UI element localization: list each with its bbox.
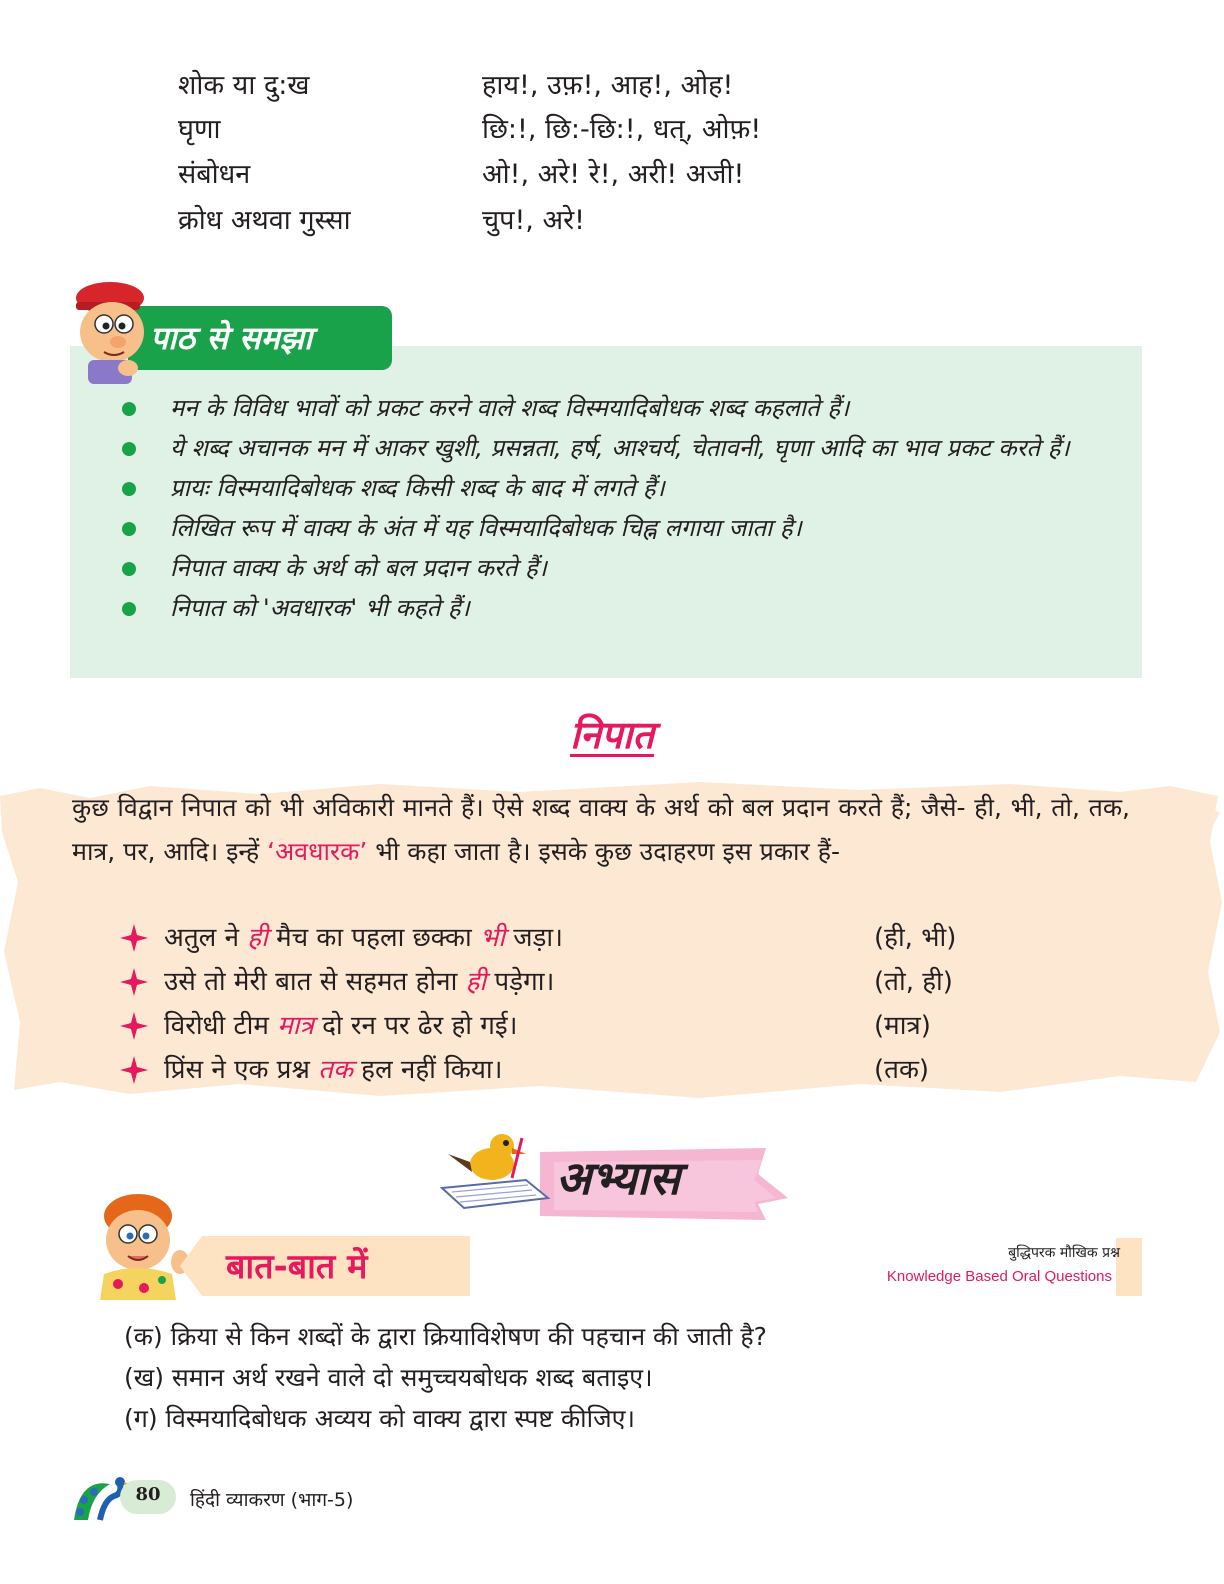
summary-point: लिखित रूप में वाक्य के अंत में यह विस्मयादिबोधक चिह्न लगाया जाता है। <box>118 508 1118 548</box>
boy-waving-icon <box>92 1188 192 1300</box>
emotion-row <box>178 108 878 152</box>
example-answer: (मात्र) <box>874 1011 931 1041</box>
oral-subtitle-hindi: बुद्धिपरक मौखिक प्रश्न <box>1008 1245 1120 1261</box>
bullet-icon <box>122 402 136 416</box>
emotion-name: शोक या दु:ख <box>178 70 310 101</box>
emotion-words: ओ!, अरे! रे!, अरी! अजी! <box>482 159 745 190</box>
example-row <box>120 1004 1000 1048</box>
example-sentence: अतुल ने ही मैच का पहला छक्का भी जड़ा। <box>164 923 564 953</box>
emotion-words: हाय!, उफ़!, आह!, ओह! <box>482 70 734 101</box>
section-title: निपात <box>569 713 655 757</box>
example-sentence: उसे तो मेरी बात से सहमत होना ही पड़ेगा। <box>164 967 555 997</box>
emotion-row <box>178 153 878 197</box>
star-bullet-icon <box>120 1012 148 1040</box>
summary-point: निपात वाक्य के अर्थ को बल प्रदान करते हैं। <box>118 548 1118 588</box>
nipat-word: भी <box>479 923 505 953</box>
example-answer: (तक) <box>874 1055 930 1085</box>
oral-subtitle-english: Knowledge Based Oral Questions <box>886 1268 1112 1285</box>
summary-point: प्रायः विस्मयादिबोधक शब्द किसी शब्द के बाद में लगते हैं। <box>118 468 1118 508</box>
example-answer: (तो, ही) <box>874 967 953 997</box>
example-row <box>120 960 1000 1004</box>
summary-point: मन के विविध भावों को प्रकट करने वाले शब्द विस्मयादिबोधक शब्द कहलाते हैं। <box>118 388 1118 428</box>
bullet-icon <box>122 482 136 496</box>
baat-title: बात-बात में <box>226 1247 368 1287</box>
emotion-name: घृणा <box>178 114 221 145</box>
star-bullet-icon <box>120 968 148 996</box>
bullet-icon <box>122 562 136 576</box>
boy-cartoon-icon <box>66 276 156 384</box>
emotion-row <box>178 64 878 108</box>
summary-point: निपात को 'अवधारक' भी कहते हैं। <box>118 588 1118 628</box>
abhyas-title: अभ्यास <box>556 1151 680 1205</box>
example-answer: (ही, भी) <box>874 923 957 953</box>
book-title: हिंदी व्याकरण (भाग-5) <box>190 1489 354 1511</box>
nipat-word: मात्र <box>277 1011 314 1041</box>
bird-writing-icon <box>436 1128 556 1212</box>
nipat-word: ही <box>465 967 487 997</box>
emotion-words: छि:!, छि:-छि:!, धत्, ओफ़! <box>482 114 762 145</box>
star-bullet-icon <box>120 924 148 952</box>
summary-list <box>118 388 1118 628</box>
star-bullet-icon <box>120 1056 148 1084</box>
nipat-paragraph: कुछ विद्वान निपात को भी अविकारी मानते हैं। ऐसे शब्द वाक्य के अर्थ को बल प्रदान करते हैं; जैसे- ही, भी, तो, तक, मात्र, पर, आदि। इन्हें ‘अवधारक’ भी कहा जाता है। इसके कुछ उदाहरण इस प्रकार हैं- <box>72 793 1130 866</box>
emotion-name: क्रोध अथवा गुस्सा <box>178 205 351 236</box>
nipat-word: ही <box>247 923 268 953</box>
summary-title: पाठ से समझा <box>128 306 392 370</box>
question-item: (क) क्रिया से किन शब्दों के द्वारा क्रियाविशेषण की पहचान की जाती है? <box>124 1322 767 1351</box>
question-item: (ख) समान अर्थ रखने वाले दो समुच्चयबोधक शब्द बताइए। <box>124 1363 653 1392</box>
bullet-icon <box>122 522 136 536</box>
emotion-name: संबोधन <box>178 159 251 190</box>
highlight-term: ‘अवधारक’ <box>267 837 368 866</box>
summary-point: ये शब्द अचानक मन में आकर खुशी, प्रसन्नता, हर्ष, आश्चर्य, चेतावनी, घृणा आदि का भाव प्रकट करते हैं। <box>118 428 1118 468</box>
bullet-icon <box>122 602 136 616</box>
emotion-row <box>178 199 878 243</box>
example-sentence: प्रिंस ने एक प्रश्न तक हल नहीं किया। <box>164 1055 503 1085</box>
bullet-icon <box>122 442 136 456</box>
example-sentence: विरोधी टीम मात्र दो रन पर ढेर हो गई। <box>164 1011 518 1041</box>
page-number: 80 <box>135 1484 161 1505</box>
example-row <box>120 1048 1000 1092</box>
question-item: (ग) विस्मयादिबोधक अव्यय को वाक्य द्वारा स्पष्ट कीजिए। <box>124 1404 635 1433</box>
nipat-word: तक <box>318 1055 353 1085</box>
emotion-words: चुप!, अरे! <box>482 205 585 236</box>
example-row <box>120 916 1000 960</box>
